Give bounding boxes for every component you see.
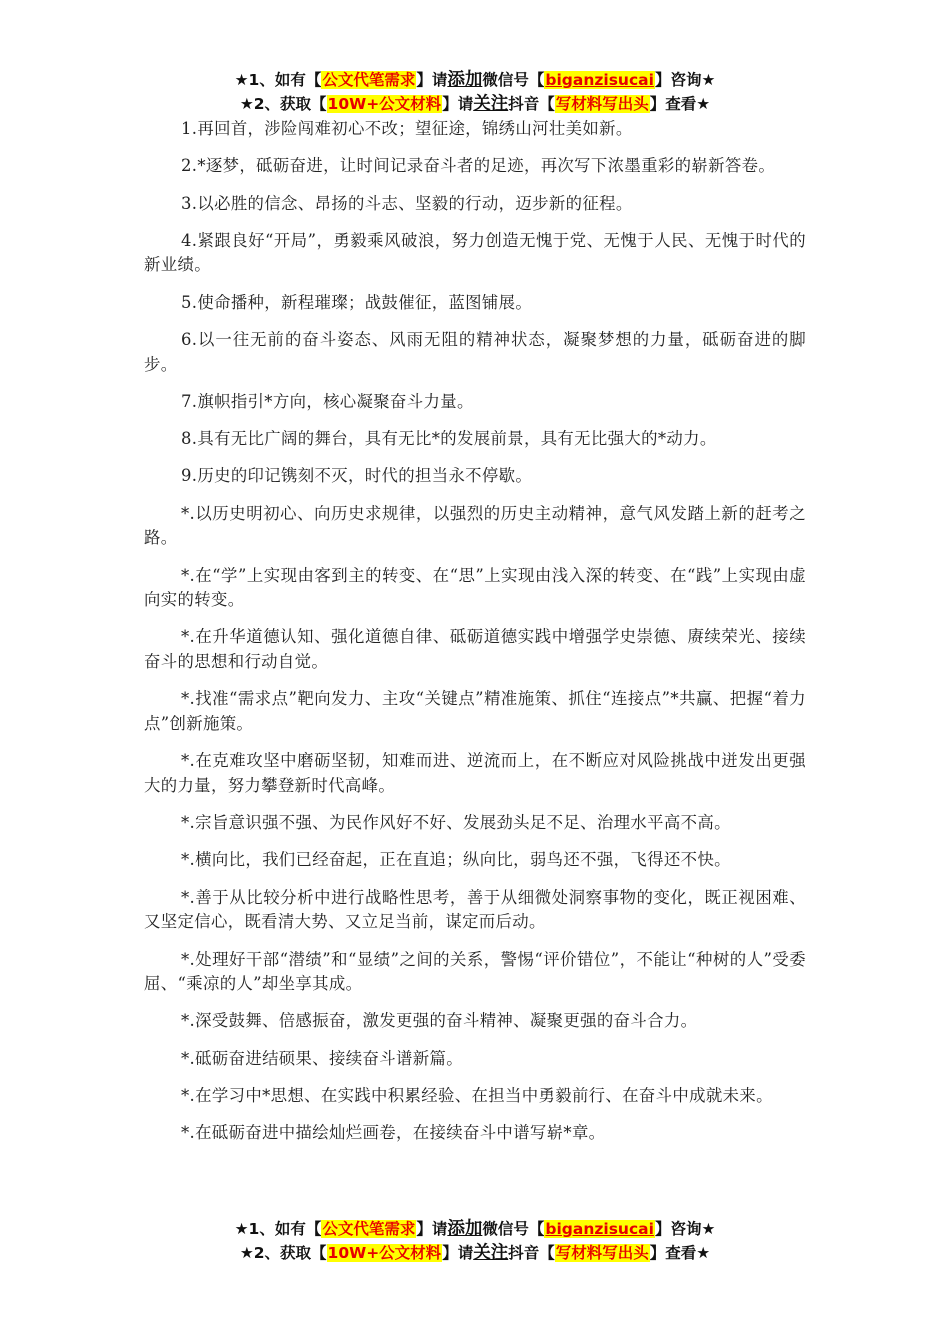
promo-banner-top: [0, 68, 950, 116]
paragraph: 9.历史的印记镌刻不灭，时代的担当永不停歇。: [181, 466, 533, 486]
promo-text: 】咨询★: [654, 1220, 716, 1238]
promo-text: 】请: [416, 1220, 448, 1238]
paragraph: *.横向比，我们已经奋起，正在直追；纵向比，弱鸟还不强，飞得还不快。: [181, 850, 731, 870]
promo-text: 】查看★: [649, 95, 711, 113]
promo-text: 】请: [442, 1244, 474, 1262]
promo-text: 】查看★: [649, 1244, 711, 1262]
douyin-account-highlight: 写材料写出头: [555, 1244, 649, 1262]
paragraph: *.砥砺奋进结硕果、接续奋斗谱新篇。: [181, 1048, 463, 1068]
promo-line-2: [0, 92, 950, 116]
paragraph: *.在克难攻坚中磨砺坚韧，知难而进、逆流而上，在不断应对风险挑战中迸发出更强大的力量，努力攀登新时代高峰。: [144, 751, 806, 795]
promo-text: 】咨询★: [654, 71, 716, 89]
promo-line-1: [0, 68, 950, 92]
promo-line-2: [0, 1241, 950, 1265]
wechat-id-link[interactable]: biganzisucai: [545, 71, 654, 89]
paragraph: 8.具有无比广阔的舞台，具有无比*的发展前景，具有无比强大的*动力。: [181, 429, 717, 449]
promo-text: ★1、如有【: [234, 71, 322, 89]
paragraph: *.善于从比较分析中进行战略性思考，善于从细微处洞察事物的变化，既正视困难、又坚定信心，既看清大势、又立足当前，谋定而后动。: [144, 887, 806, 932]
paragraph: *.处理好干部“潜绩”和“显绩”之间的关系，警惕“评价错位”，不能让“种树的人”受委屈、“乘凉的人”却坐享其成。: [144, 949, 806, 994]
paragraph: 5.使命播种，新程璀璨；战鼓催征，蓝图铺展。: [181, 292, 533, 312]
paragraph: 6.以一往无前的奋斗姿态、风雨无阻的精神状态，凝聚梦想的力量，砥砺奋进的脚步。: [144, 330, 806, 374]
paragraph: 7.旗帜指引*方向，核心凝聚奋斗力量。: [181, 391, 474, 411]
douyin-account-highlight: 写材料写出头: [555, 95, 649, 113]
paragraph: *.以历史明初心、向历史求规律，以强烈的历史主动精神，意气风发踏上新的赶考之路。: [144, 503, 806, 548]
paragraph: 4.紧跟良好“开局”，勇毅乘风破浪，努力创造无愧于党、无愧于人民、无愧于时代的新业绩。: [144, 230, 806, 275]
promo-emphasis: 关注: [473, 1243, 509, 1263]
promo-text: 微信号【: [482, 71, 545, 89]
paragraph: *.在学习中*思想、在实践中积累经验、在担当中勇毅前行、在奋斗中成就未来。: [181, 1085, 773, 1105]
promo-text: 】请: [442, 95, 474, 113]
promo-emphasis: 关注: [473, 94, 509, 114]
promo-text: 】请: [416, 71, 448, 89]
promo-text: ★2、获取【: [239, 1244, 327, 1262]
paragraph: *.找准“需求点”靶向发力、主攻“关键点”精准施策、抓住“连接点”*共赢、把握“着力点”创新施策。: [144, 689, 806, 733]
promo-text: 抖音【: [508, 95, 555, 113]
promo-emphasis: 添加: [447, 70, 483, 90]
paragraph: 3.以必胜的信念、昂扬的斗志、坚毅的行动，迈步新的征程。: [181, 193, 633, 213]
promo-highlight: 10W+公文材料: [327, 95, 442, 113]
promo-line-1: [0, 1217, 950, 1241]
paragraph: 2.*逐梦，砥砺奋进，让时间记录奋斗者的足迹，再次写下浓墨重彩的崭新答卷。: [181, 156, 776, 176]
promo-text: 微信号【: [482, 1220, 545, 1238]
paragraph: *.深受鼓舞、倍感振奋，激发更强的奋斗精神、凝聚更强的奋斗合力。: [181, 1011, 698, 1031]
promo-text: ★1、如有【: [234, 1220, 322, 1238]
promo-highlight: 公文代笔需求: [322, 1220, 416, 1238]
promo-banner-bottom: [0, 1217, 950, 1265]
wechat-id-link[interactable]: biganzisucai: [545, 1220, 654, 1238]
paragraph: *.在砥砺奋进中描绘灿烂画卷，在接续奋斗中谱写崭*章。: [181, 1123, 606, 1143]
promo-text: 抖音【: [508, 1244, 555, 1262]
promo-emphasis: 添加: [447, 1219, 483, 1239]
promo-highlight: 10W+公文材料: [327, 1244, 442, 1262]
paragraph: *.在“学”上实现由客到主的转变、在“思”上实现由浅入深的转变、在“践”上实现由虚向实的转变。: [144, 565, 806, 610]
promo-text: ★2、获取【: [239, 95, 327, 113]
paragraph: *.在升华道德认知、强化道德自律、砥砺道德实践中增强学史崇德、赓续荣光、接续奋斗的思想和行动自觉。: [144, 627, 806, 672]
paragraph: 1.再回首，涉险闯难初心不改；望征途，锦绣山河壮美如新。: [181, 119, 633, 138]
promo-highlight: 公文代笔需求: [322, 71, 416, 89]
document-body: [144, 117, 806, 1159]
paragraph: *.宗旨意识强不强、为民作风好不好、发展劲头足不足、治理水平高不高。: [181, 813, 731, 833]
